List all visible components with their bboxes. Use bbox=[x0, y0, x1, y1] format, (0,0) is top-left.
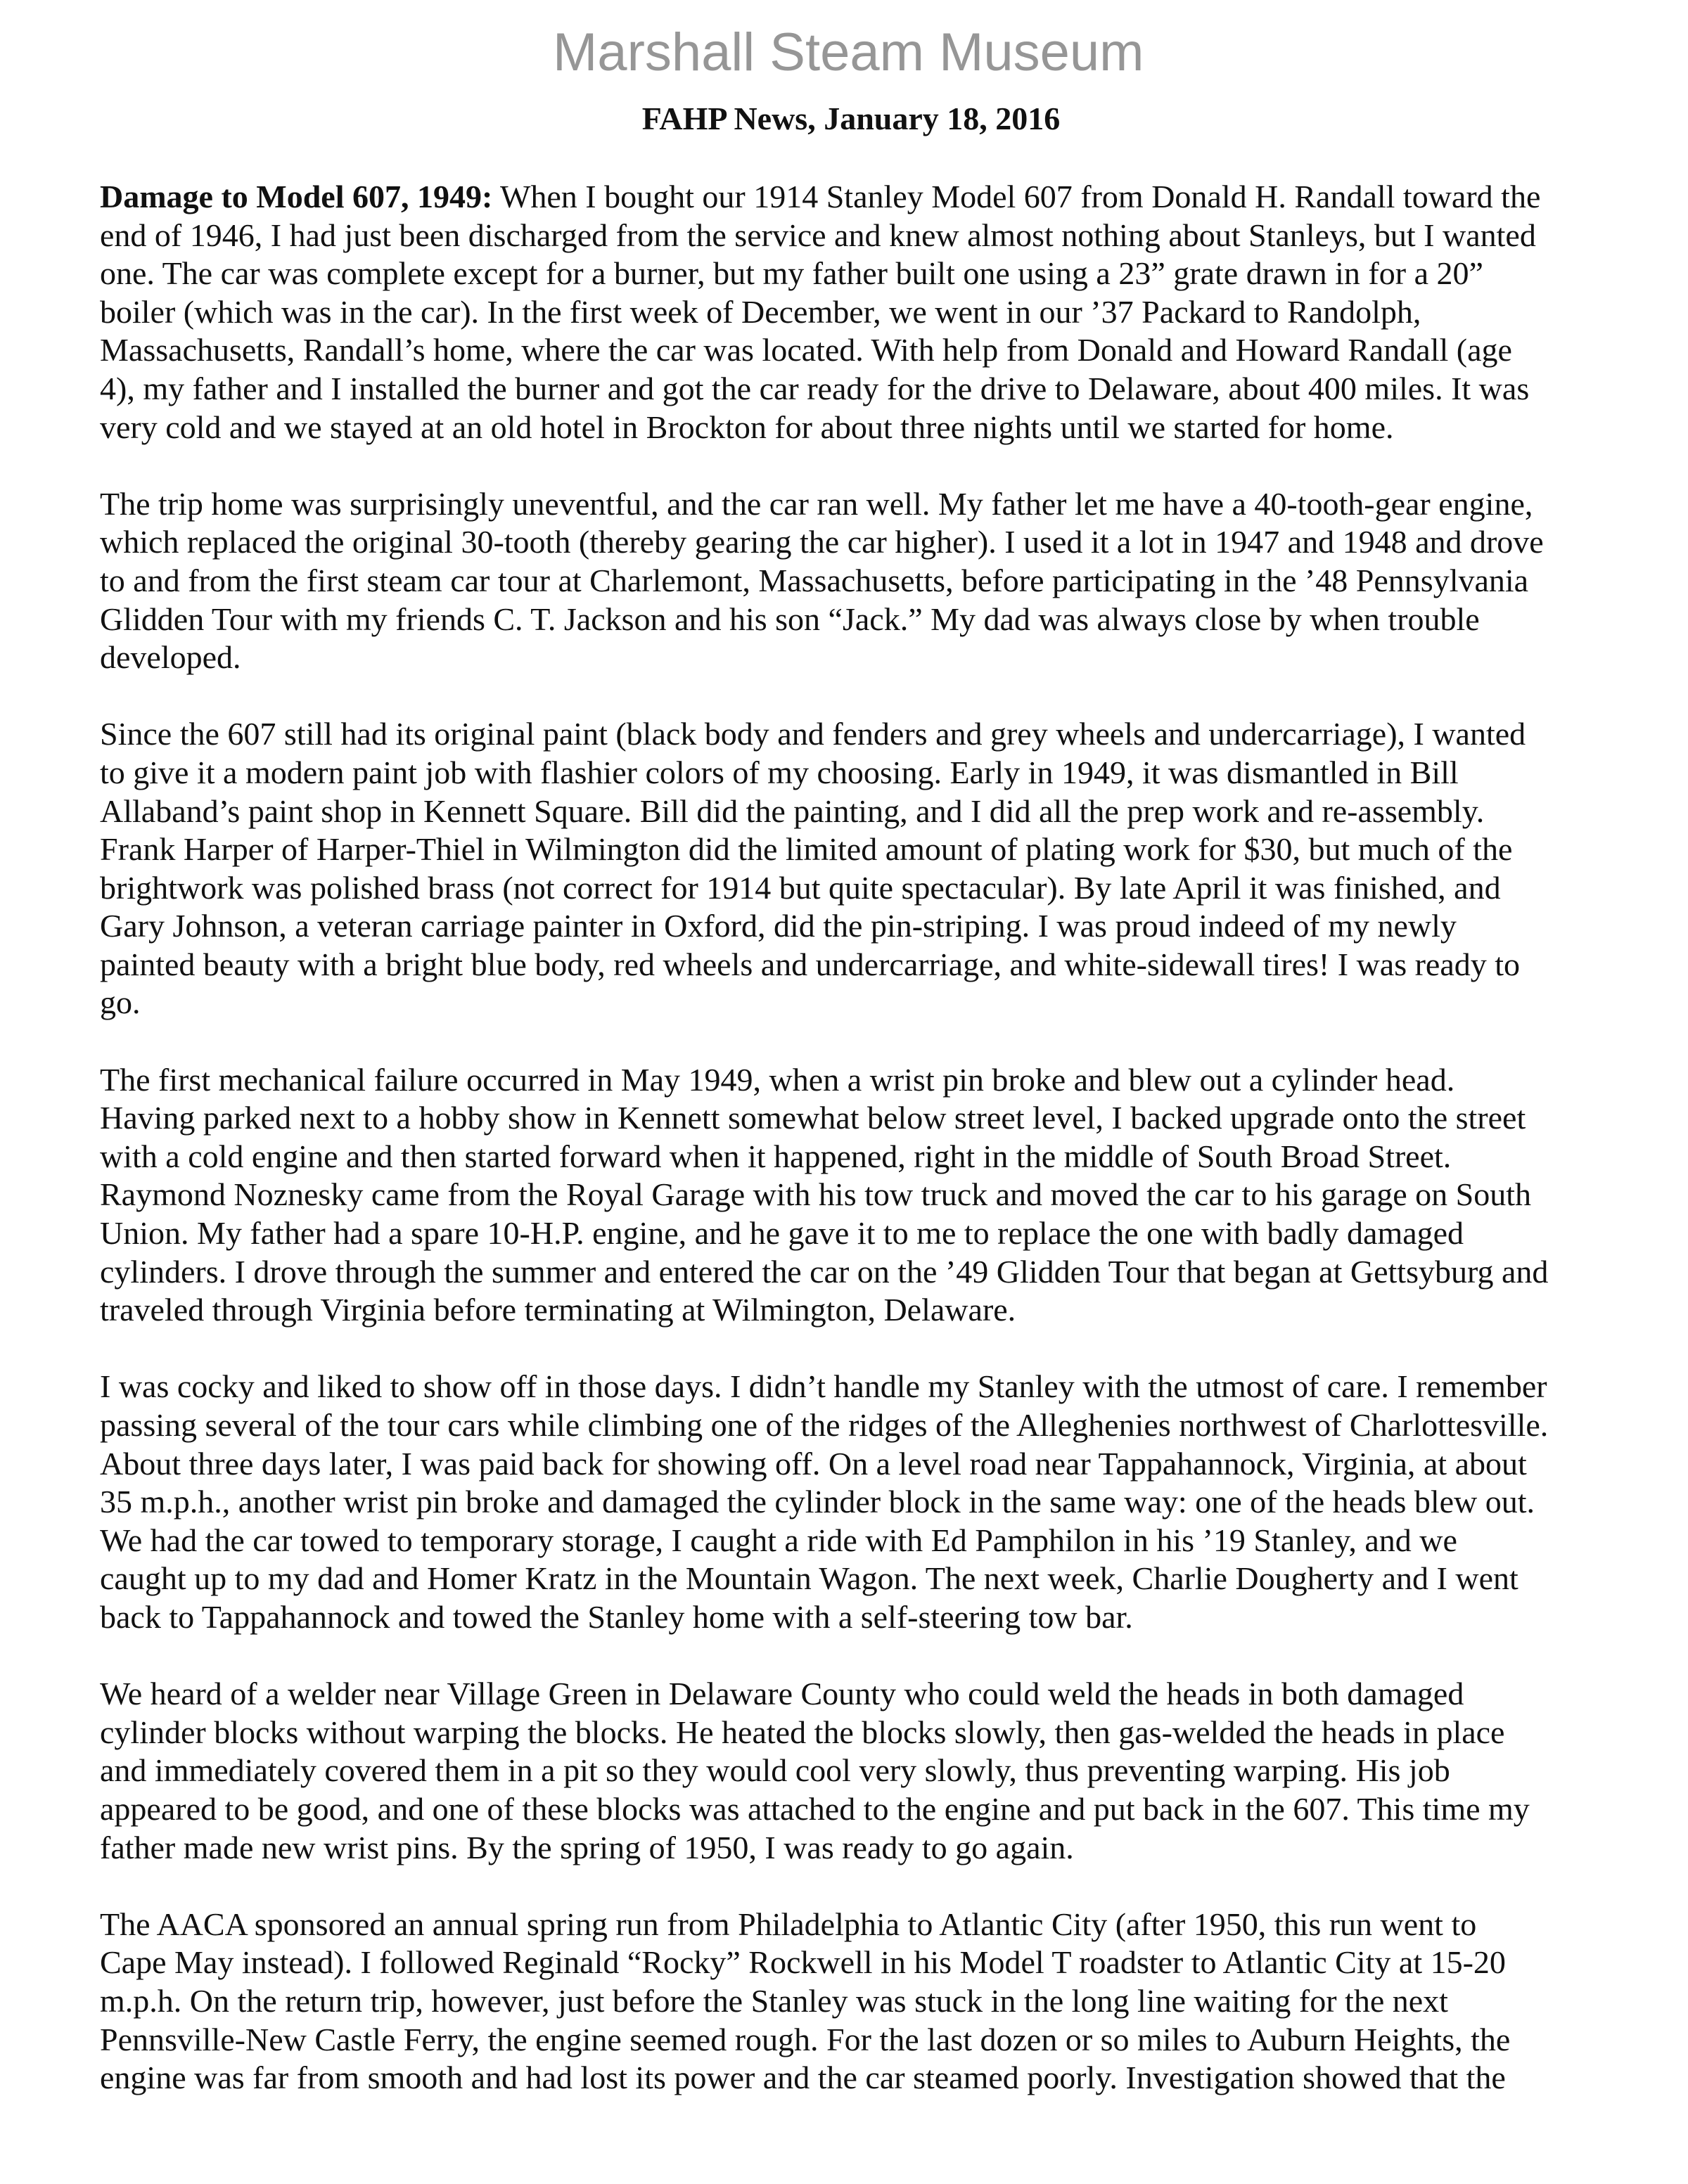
text-line bbox=[100, 2021, 1548, 2060]
article-body bbox=[100, 178, 1548, 2135]
text-line bbox=[100, 1982, 1548, 2021]
text-line bbox=[100, 1906, 1548, 1944]
paragraph bbox=[100, 1061, 1548, 1330]
line-text: Allaband’s paint shop in Kennett Square. Bill did the painting, and I did all the prep work and re-assembly. bbox=[100, 792, 1485, 829]
line-text: We had the car towed to temporary storage, I caught a ride with Ed Pamphilon in his ’19 Stanley, and we bbox=[100, 1522, 1457, 1558]
line-text: very cold and we stayed at an old hotel in Brockton for about three nights until we started for home. bbox=[100, 409, 1394, 445]
text-line bbox=[100, 1675, 1548, 1714]
line-text: I was cocky and liked to show off in those days. I didn’t handle my Stanley with the utmost of care. I remember bbox=[100, 1368, 1547, 1405]
page-title: FAHP News, January 18, 2016 bbox=[641, 101, 1061, 136]
line-text: father made new wrist pins. By the spring of 1950, I was ready to go again. bbox=[100, 1829, 1074, 1865]
line-text: cylinders. I drove through the summer and entered the car on the ’49 Glidden Tour that began at Gettsyburg and bbox=[100, 1253, 1549, 1290]
text-line bbox=[100, 1522, 1548, 1560]
text-line bbox=[100, 1790, 1548, 1829]
line-text: m.p.h. On the return trip, however, just before the Stanley was stuck in the long line waiting for the next bbox=[100, 1982, 1448, 2019]
text-line bbox=[100, 1368, 1548, 1406]
text-line bbox=[100, 1752, 1548, 1790]
text-line bbox=[100, 1176, 1548, 1214]
paragraph bbox=[100, 485, 1548, 677]
line-text: to give it a modern paint job with flashier colors of my choosing. Early in 1949, it was dismantled in Bill bbox=[100, 754, 1459, 790]
line-text: The AACA sponsored an annual spring run from Philadelphia to Atlantic City (after 1950, this run went to bbox=[100, 1906, 1477, 1942]
text-line bbox=[100, 1253, 1548, 1292]
text-line bbox=[100, 792, 1548, 831]
text-line bbox=[100, 1598, 1548, 1637]
text-line bbox=[100, 1291, 1548, 1330]
text-line bbox=[100, 869, 1548, 908]
text-line bbox=[100, 331, 1548, 370]
text-line bbox=[100, 562, 1548, 600]
text-line bbox=[100, 1445, 1548, 1484]
paragraph bbox=[100, 178, 1548, 447]
text-line bbox=[100, 1406, 1548, 1445]
line-text: go. bbox=[100, 984, 141, 1021]
line-text: Raymond Noznesky came from the Royal Garage with his tow truck and moved the car to his garage on South bbox=[100, 1176, 1531, 1213]
paragraph bbox=[100, 1906, 1548, 2098]
paragraph bbox=[100, 1675, 1548, 1867]
line-text: Pennsville-New Castle Ferry, the engine seemed rough. For the last dozen or so miles to Auburn Heights, the bbox=[100, 2021, 1511, 2057]
text-line bbox=[100, 255, 1548, 293]
text-line bbox=[100, 1061, 1548, 1100]
line-text: Frank Harper of Harper-Thiel in Wilmington did the limited amount of plating work for $30, but much of the bbox=[100, 831, 1513, 868]
line-text: end of 1946, I had just been discharged from the service and knew almost nothing about Stanleys, but I wanted bbox=[100, 217, 1536, 253]
line-text: caught up to my dad and Homer Kratz in the Mountain Wagon. The next week, Charlie Dougherty and I went bbox=[100, 1560, 1518, 1597]
text-line bbox=[100, 1560, 1548, 1598]
text-line bbox=[100, 1483, 1548, 1522]
line-text: one. The car was complete except for a burner, but my father built one using a 23” grate drawn in for a 20” bbox=[100, 255, 1483, 292]
paragraph bbox=[100, 715, 1548, 1022]
text-line bbox=[100, 485, 1548, 524]
line-text: About three days later, I was paid back for showing off. On a level road near Tappahannock, Virginia, at about bbox=[100, 1445, 1527, 1482]
text-line bbox=[100, 1829, 1548, 1868]
line-text: Union. My father had a spare 10-H.P. engine, and he gave it to me to replace the one with badly damaged bbox=[100, 1215, 1464, 1252]
text-line bbox=[100, 754, 1548, 792]
text-line bbox=[100, 1138, 1548, 1176]
line-text: which replaced the original 30-tooth (thereby gearing the car higher). I used it a lot in 1947 and 1948 and drove bbox=[100, 524, 1544, 560]
line-text: painted beauty with a bright blue body, red wheels and undercarriage, and white-sidewall tires! I was ready to bbox=[100, 946, 1521, 982]
line-text: engine was far from smooth and had lost its power and the car steamed poorly. Investigation showed that the bbox=[100, 2060, 1506, 2096]
text-line bbox=[100, 984, 1548, 1022]
text-line bbox=[100, 293, 1548, 332]
line-text: Since the 607 still had its original paint (black body and fenders and grey wheels and undercarriage), I wanted bbox=[100, 716, 1526, 752]
line-text: brightwork was polished brass (not correct for 1914 but quite spectacular). By late April it was finished, and bbox=[100, 869, 1501, 906]
text-line bbox=[100, 409, 1548, 447]
line-text: When I bought our 1914 Stanley Model 607 from Donald H. Randall toward the bbox=[492, 179, 1541, 214]
text-line bbox=[100, 907, 1548, 946]
line-text: and immediately covered them in a pit so they would cool very slowly, thus preventing warping. His job bbox=[100, 1752, 1450, 1789]
text-line bbox=[100, 715, 1548, 754]
line-text: We heard of a welder near Village Green in Delaware County who could weld the heads in both damaged bbox=[100, 1676, 1464, 1712]
line-text: 4), my father and I installed the burner and got the car ready for the drive to Delaware, about 400 miles. It was bbox=[100, 370, 1530, 406]
line-text: back to Tappahannock and towed the Stanley home with a self-steering tow bar. bbox=[100, 1598, 1133, 1635]
text-line bbox=[100, 1944, 1548, 1982]
text-line bbox=[100, 178, 1548, 217]
text-line bbox=[100, 830, 1548, 869]
text-line bbox=[100, 1714, 1548, 1752]
section-heading: Damage to Model 607, 1949: bbox=[100, 179, 493, 214]
line-text: Glidden Tour with my friends C. T. Jackson and his son “Jack.” My dad was always close by when trouble bbox=[100, 600, 1480, 637]
text-line bbox=[100, 1099, 1548, 1138]
line-text: developed. bbox=[100, 639, 241, 676]
line-text: traveled through Virginia before terminating at Wilmington, Delaware. bbox=[100, 1292, 1016, 1328]
line-text: to and from the first steam car tour at Charlemont, Massachusetts, before participating in the ’48 Pennsylvania bbox=[100, 562, 1529, 598]
text-line bbox=[100, 523, 1548, 562]
text-line bbox=[100, 2059, 1548, 2098]
watermark: Marshall Steam Museum bbox=[553, 23, 1144, 82]
line-text: Having parked next to a hobby show in Kennett somewhat below street level, I backed upgrade onto the street bbox=[100, 1100, 1526, 1136]
line-text: 35 m.p.h., another wrist pin broke and damaged the cylinder block in the same way: one of the heads blew out. bbox=[100, 1484, 1535, 1520]
line-text: appeared to be good, and one of these blocks was attached to the engine and put back in the 607. This time my bbox=[100, 1790, 1530, 1827]
text-line bbox=[100, 638, 1548, 677]
paragraph bbox=[100, 1368, 1548, 1636]
line-text: boiler (which was in the car). In the first week of December, we went in our ’37 Packard to Randolph, bbox=[100, 293, 1421, 330]
line-text: with a cold engine and then started forward when it happened, right in the middle of South Broad Street. bbox=[100, 1138, 1452, 1174]
text-line bbox=[100, 600, 1548, 639]
text-line bbox=[100, 217, 1548, 255]
line-text: Cape May instead). I followed Reginald “Rocky” Rockwell in his Model T roadster to Atlantic City at 15-20 bbox=[100, 1944, 1506, 1981]
text-line bbox=[100, 370, 1548, 409]
line-text: The first mechanical failure occurred in May 1949, when a wrist pin broke and blew out a cylinder head. bbox=[100, 1061, 1455, 1098]
line-text: The trip home was surprisingly uneventful, and the car ran well. My father let me have a 40-tooth-gear engine, bbox=[100, 485, 1533, 522]
line-text: cylinder blocks without warping the blocks. He heated the blocks slowly, then gas-welded the heads in place bbox=[100, 1714, 1505, 1750]
line-text: Massachusetts, Randall’s home, where the car was located. With help from Donald and Howard Randall (age bbox=[100, 332, 1512, 368]
line-text: passing several of the tour cars while climbing one of the ridges of the Alleghenies northwest of Charlottesville. bbox=[100, 1407, 1549, 1443]
line-text: Gary Johnson, a veteran carriage painter in Oxford, did the pin-striping. I was proud indeed of my newly bbox=[100, 908, 1457, 944]
text-line bbox=[100, 1214, 1548, 1253]
text-line bbox=[100, 946, 1548, 984]
